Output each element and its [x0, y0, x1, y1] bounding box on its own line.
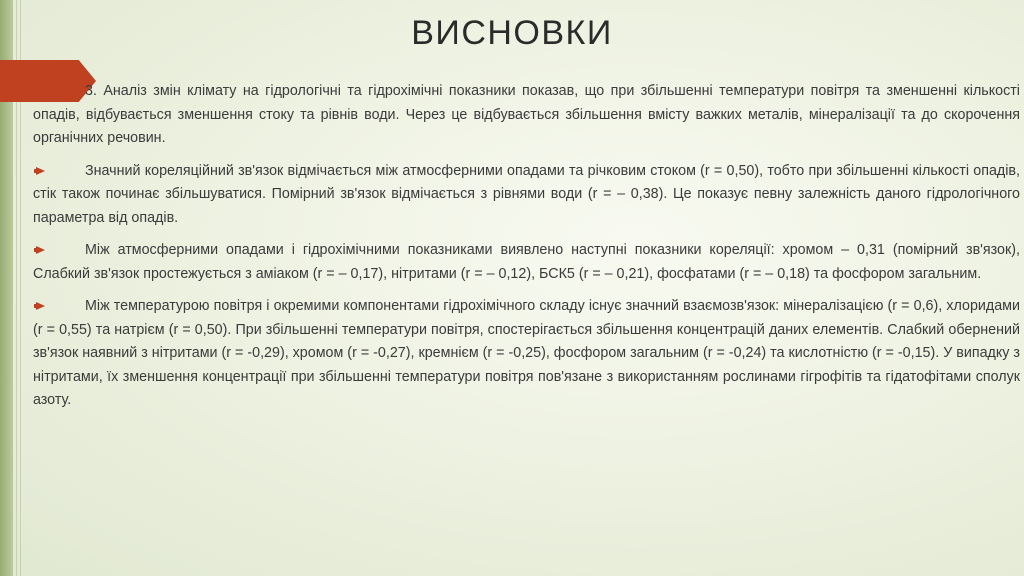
paragraph-text: Значний кореляційний зв'язок відмічається між атмосферними опадами та річковим стоком (r = 0,50), тобто при збільшенні кількості опадів, стік також починає збільшуватися. Помірний зв'язок відмічається з рівнями води (r = – 0,38). Це показує певну залежність даного гідрологічного параметра від опадів. [33, 162, 1020, 226]
bullet-paragraph [33, 160, 1020, 231]
paragraph [33, 80, 1020, 151]
paragraph-text: Між атмосферними опадами і гідрохімічними показниками виявлено наступні показники кореляції: хромом – 0,31 (помірний зв'язок), Слабкий зв'язок простежується з аміаком (r = – 0,17), нітритами (r = – 0,12), БСК5 (r = – 0,21), фосфатами (r = – 0,18) та фосфором загальним. [33, 242, 1020, 282]
bullet-paragraph [33, 239, 1020, 286]
arrow-bullet-icon [36, 302, 45, 310]
bullet-paragraph [33, 295, 1020, 413]
arrow-bullet-icon [36, 167, 45, 175]
slide-content [33, 80, 1020, 422]
slide-title: ВИСНОВКИ [411, 14, 613, 52]
paragraph-text: Між температурою повітря і окремими компонентами гідрохімічного складу існує значний взаємозв'язок: мінералізацією (r = 0,6), хлоридами (r = 0,55) та натрієм (r = 0,50). При збільшенні температури повітря, спостерігається збільшення концентрацій даних елементів. Слабкий обернений зв'язок наявний з нітритами (r = -0,29), хромом (r = -0,27), кремнієм (r = -0,25), фосфором загальним (r = -0,24) та кислотністю (r = -0,15). У випадку з нітритами, їх зменшення концентрації при збільшенні температури повітря пов'язане з використанням рослинами гігрофітів та гідатофітами сполук азоту. [33, 298, 1020, 408]
paragraph-text: 3. Аналіз змін клімату на гідрологічні та гідрохімічні показники показав, що при збільшенні температури повітря та зменшенні кількості опадів, відбувається зменшення стоку та рівнів води. Через це відбувається збільшення вмісту важких металів, мінералізації та до скорочення органічних речовин. [33, 83, 1020, 146]
arrow-bullet-icon [36, 246, 45, 254]
